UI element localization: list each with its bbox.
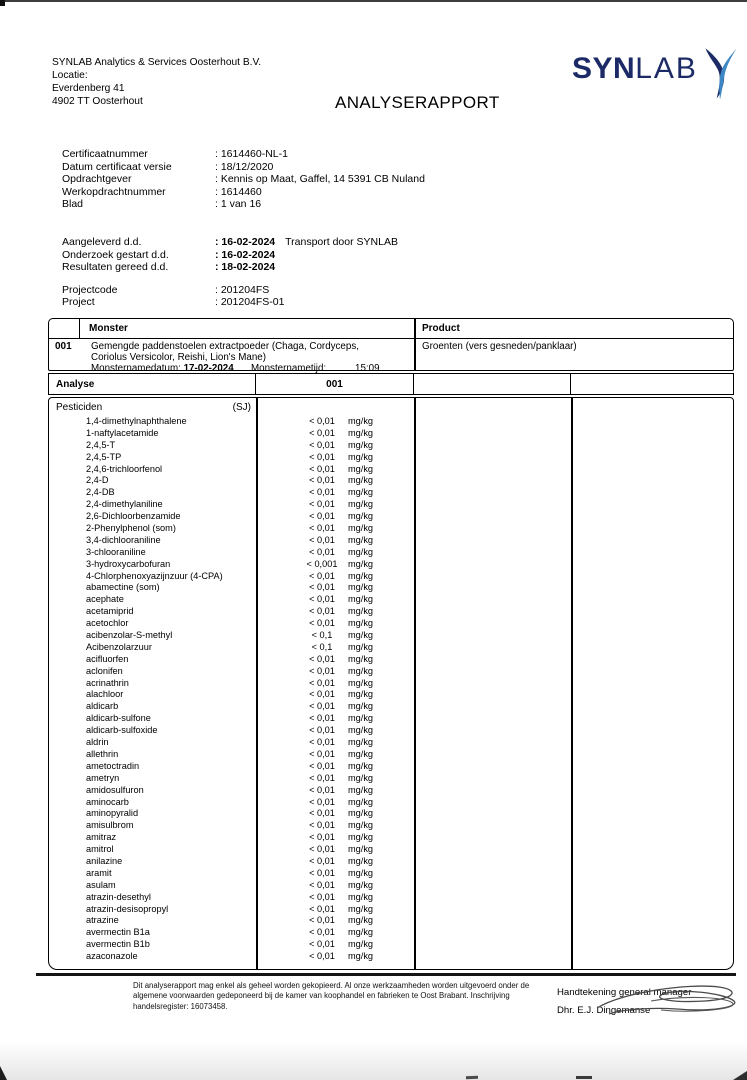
analysis-row [49,416,733,428]
analysis-row [49,892,733,904]
analyte-value: < 0,01 [309,606,335,617]
analyte-name: ametoctradin [86,760,140,771]
analyte-unit: mg/kg [348,558,374,569]
analyte-value: < 0,01 [309,951,335,962]
disclaimer-line2: algemene voorwaarden gedeponeerd bij de kamer van koophandel en fabrieken te Oost Brabant. Inschrijving [133,991,510,1001]
analyte-value: < 0,01 [309,903,335,914]
analysis-row [49,725,733,737]
synlab-logo [572,50,739,100]
analyte-value: < 0,01 [309,689,335,700]
analysis-group-code: (SJ) [232,402,251,413]
analyte-value: < 0,01 [309,594,335,605]
info-row [62,186,425,199]
info-value: : 1614460-NL-1 [215,148,288,160]
scan-edge-top [0,0,747,2]
handwritten-signature [593,976,745,1022]
analysis-row [49,666,733,678]
analysis-row [49,820,733,832]
logo-lab-text: LAB [635,52,698,85]
analysis-row [49,475,733,487]
analysis-row [49,927,733,939]
analysis-results-table [48,397,734,970]
info-label: Projectcode [62,283,118,296]
analyte-unit: mg/kg [348,677,374,688]
synlab-logo-text [572,50,698,88]
analysis-row [49,571,733,583]
analyte-value: < 0,01 [309,796,335,807]
info-row [62,261,425,274]
analysis-row [49,939,733,951]
analyte-unit: mg/kg [348,451,374,462]
scan-speck [0,0,5,6]
analyte-name: 2,4,5-T [86,439,116,450]
analyte-unit: mg/kg [348,582,374,593]
signatory-name: Dhr. E.J. Dingemanse [557,1005,651,1016]
analyte-value: < 0,01 [309,487,335,498]
analyte-value: < 0,01 [309,760,335,771]
info-value: : 16-02-2024 [215,235,276,248]
info-row [62,161,425,174]
analyte-unit: mg/kg [348,951,374,962]
sample-id: 001 [55,341,72,352]
analysis-header-row [48,373,734,395]
analyte-name: 2,4,5-TP [86,451,122,462]
analyte-name: 3-hydroxycarbofuran [86,558,171,569]
analysis-row [49,630,733,642]
analysis-row [49,761,733,773]
info-label: Certificaatnummer [62,148,148,160]
analyte-unit: mg/kg [348,606,374,617]
analyte-value: < 0,01 [309,618,335,629]
info-label: Datum certificaat versie [62,160,172,173]
analyte-value: < 0,01 [309,475,335,486]
analyte-unit: mg/kg [348,570,374,581]
analyte-name: acetochlor [86,618,129,629]
analyte-value: < 0,1 [311,630,333,641]
analysis-row [49,773,733,785]
analysis-row [49,713,733,725]
analyte-value: < 0,01 [309,463,335,474]
info-label: Onderzoek gestart d.d. [62,248,169,261]
analyte-name: aldicarb [86,701,119,712]
analyte-name: 3,4-dichlooraniline [86,534,161,545]
analysis-row [49,535,733,547]
analyte-unit: mg/kg [348,891,374,902]
analyte-value: < 0,01 [309,439,335,450]
info-label: Aangeleverd d.d. [62,235,142,248]
analyte-name: ametryn [86,772,120,783]
analysis-row [49,737,733,749]
info-note: Transport door SYNLAB [285,235,398,248]
analysis-row [49,856,733,868]
analyte-unit: mg/kg [348,784,374,795]
analyte-value: < 0,01 [309,915,335,926]
info-label: Project [62,296,95,309]
analyte-value: < 0,01 [309,879,335,890]
analyte-name: 2,4-D [86,475,109,486]
disclaimer-line3: handelsregister: 16073458. [133,1001,228,1011]
analyte-name: aldicarb-sulfone [86,713,151,724]
analyte-unit: mg/kg [348,487,374,498]
sample-description-line1: Gemengde paddenstoelen extractpoeder (Chaga, Cordyceps, [91,341,359,352]
analyte-name: 2,4,6-trichloorfenol [86,463,163,474]
analysis-row [49,689,733,701]
analyte-name: amisulbrom [86,820,134,831]
analysis-row [49,880,733,892]
page-title: ANALYSERAPPORT [335,93,500,112]
analyte-unit: mg/kg [348,903,374,914]
analyte-value: < 0,01 [309,546,335,557]
sample-row [49,339,733,374]
analysis-row [49,511,733,523]
info-value: : 201204FS [215,283,270,296]
info-label: Werkopdrachtnummer [62,185,166,198]
logo-syn-text: SYN [572,52,636,85]
lab-address-line2: 4902 TT Oosterhout [52,96,143,107]
analyte-name: 4-Chlorphenoxyazijnzuur (4-CPA) [86,570,223,581]
sampling-date-label: Monsternamedatum: [91,363,181,374]
analyte-name: allethrin [86,748,119,759]
analyte-unit: mg/kg [348,618,374,629]
analyte-name: atrazin-desisopropyl [86,903,169,914]
analyte-name: aminocarb [86,796,129,807]
analysis-row [49,785,733,797]
analysis-row [49,594,733,606]
analyte-value: < 0,01 [309,499,335,510]
sampling-time: 15:09 [355,363,380,374]
analyte-name: 2,4-dimethylaniline [86,499,163,510]
analysis-row [49,951,733,963]
analysis-row [49,701,733,713]
sampling-date: 17-02-2024 [183,363,234,374]
analyte-unit: mg/kg [348,546,374,557]
info-value: : 1 van 16 [215,198,262,211]
project-block [62,284,425,309]
analyte-name: abamectine (som) [86,582,160,593]
analysis-row [49,499,733,511]
analyte-unit: mg/kg [348,630,374,641]
analysis-column-id: 001 [256,374,414,394]
table-divider [79,319,80,339]
analyte-name: acetamiprid [86,606,134,617]
analyte-value: < 0,01 [309,939,335,950]
analyte-name: amitrol [86,844,114,855]
analyte-value: < 0,01 [309,570,335,581]
analyte-value: < 0,01 [309,523,335,534]
analyte-name: Acibenzolarzuur [86,641,152,652]
info-label: Blad [62,198,84,211]
analysis-row [49,678,733,690]
analyte-name: anilazine [86,855,123,866]
analysis-row [49,904,733,916]
analyte-name: avermectin B1b [86,939,150,950]
analyte-value: < 0,01 [309,677,335,688]
analyte-name: aramit [86,867,112,878]
info-value: : 18-02-2024 [215,261,276,274]
info-label: Resultaten gereed d.d. [62,261,169,274]
analyte-name: asulam [86,879,116,890]
info-value: : 1614460 [215,185,262,198]
analyte-unit: mg/kg [348,523,374,534]
analysis-row [49,749,733,761]
analyte-unit: mg/kg [348,701,374,712]
analyte-name: alachloor [86,689,124,700]
analysis-row [49,606,733,618]
analyte-value: < 0,01 [309,867,335,878]
analyte-name: amidosulfuron [86,784,144,795]
analyte-unit: mg/kg [348,737,374,748]
lab-address [52,56,261,108]
dates-block [62,236,425,274]
analyte-unit: mg/kg [348,879,374,890]
analyte-unit: mg/kg [348,832,374,843]
analyte-unit: mg/kg [348,748,374,759]
analyte-value: < 0,01 [309,772,335,783]
info-value: : Kennis op Maat, Gaffel, 14 5391 CB Nuland [215,173,425,186]
analyte-value: < 0,01 [309,737,335,748]
sample-description-line2: Coriolus Versicolor, Reishi, Lion's Mane) [91,352,267,363]
analyte-value: < 0,01 [309,665,335,676]
disclaimer-line1: Dit analyserapport mag enkel als geheel worden gekopieerd. Al onze werkzaamheden worden uitgevoerd onder de [133,981,530,990]
analyte-name: acibenzolar-S-methyl [86,630,173,641]
analyte-value: < 0,01 [309,927,335,938]
analyte-name: atrazin-desethyl [86,891,151,902]
analyte-value: < 0,01 [309,416,335,426]
analysis-row [49,547,733,559]
analyte-value: < 0,01 [309,832,335,843]
lab-location-label: Locatie: [52,70,88,81]
analyte-unit: mg/kg [348,641,374,652]
analysis-empty-column [571,374,733,394]
lab-name: SYNLAB Analytics & Services Oosterhout B.V. [52,57,262,68]
analyte-value: < 0,01 [309,891,335,902]
analysis-rows [49,416,733,963]
analyte-unit: mg/kg [348,665,374,676]
analyte-unit: mg/kg [348,820,374,831]
analyte-name: aldicarb-sulfoxide [86,725,158,736]
analyte-name: 2,4-DB [86,487,115,498]
analysis-group-row [49,402,733,416]
analyte-value: < 0,01 [309,653,335,664]
sample-table [48,318,734,374]
analysis-group-name: Pesticiden [56,402,103,413]
analyte-value: < 0,01 [309,451,335,462]
analyte-value: < 0,01 [309,534,335,545]
analyte-unit: mg/kg [348,499,374,510]
analyte-unit: mg/kg [348,653,374,664]
analysis-row [49,618,733,630]
info-row [62,249,425,262]
analysis-row [49,915,733,927]
analysis-row [49,844,733,856]
analyte-unit: mg/kg [348,725,374,736]
analyte-value: < 0,001 [306,558,338,569]
info-label: Opdrachtgever [62,173,132,186]
analyte-unit: mg/kg [348,534,374,545]
info-row [62,148,425,161]
info-value: : 16-02-2024 [215,248,276,261]
analysis-row [49,797,733,809]
analyte-unit: mg/kg [348,511,374,522]
analyte-unit: mg/kg [348,427,374,438]
analyte-unit: mg/kg [348,713,374,724]
analyte-value: < 0,01 [309,820,335,831]
info-value: : 18/12/2020 [215,160,274,173]
analyte-name: 1-naftylacetamide [86,427,159,438]
analyte-unit: mg/kg [348,855,374,866]
analyte-name: amitraz [86,832,117,843]
analysis-empty-column [414,374,571,394]
info-row [62,296,425,309]
analysis-row [49,428,733,440]
analyte-value: < 0,01 [309,725,335,736]
info-row [62,198,425,211]
info-row [62,284,425,297]
analyte-unit: mg/kg [348,416,374,426]
analyte-name: 2-Phenylphenol (som) [86,523,176,534]
analysis-row [49,868,733,880]
analyte-name: azaconazole [86,951,138,962]
analyte-unit: mg/kg [348,463,374,474]
analyte-unit: mg/kg [348,689,374,700]
analyte-unit: mg/kg [348,939,374,950]
analysis-row [49,440,733,452]
analysis-row [49,464,733,476]
analyte-value: < 0,01 [309,701,335,712]
synlab-y-icon [701,48,739,100]
analysis-row [49,582,733,594]
analysis-header-label: Analyse [49,374,256,394]
monster-header: Monster [89,323,128,334]
signature-label: Handtekening general manager [557,987,692,998]
analyte-value: < 0,01 [309,427,335,438]
scan-speck [466,1076,478,1079]
analyte-name: avermectin B1a [86,927,150,938]
analysis-row [49,832,733,844]
analyte-name: 2,6-Dichloorbenzamide [86,511,181,522]
analyte-name: aldrin [86,737,109,748]
analyte-name: 1,4-dimethylnaphthalene [86,416,187,426]
analysis-row [49,654,733,666]
analyte-name: aminopyralid [86,808,139,819]
footer-disclaimer [133,981,529,1012]
analyte-name: 3-chlooraniline [86,546,146,557]
analyte-value: < 0,01 [309,713,335,724]
analyte-unit: mg/kg [348,927,374,938]
sample-description [91,341,359,363]
analyte-value: < 0,1 [311,641,333,652]
analyte-value: < 0,01 [309,511,335,522]
analyte-unit: mg/kg [348,594,374,605]
sampling-time-label: Monsternametijd: [251,363,327,374]
analyte-value: < 0,01 [309,855,335,866]
analyte-value: < 0,01 [309,784,335,795]
analyte-unit: mg/kg [348,475,374,486]
analysis-row [49,452,733,464]
analyte-name: acephate [86,594,124,605]
info-row [62,236,425,249]
analyte-unit: mg/kg [348,772,374,783]
analyte-unit: mg/kg [348,796,374,807]
analyte-unit: mg/kg [348,439,374,450]
analysis-row [49,523,733,535]
table-divider [414,319,416,370]
analysis-row [49,808,733,820]
scan-edge-bottom [0,1042,747,1080]
lab-address-line1: Everdenberg 41 [52,83,125,94]
analyte-unit: mg/kg [348,844,374,855]
analyte-unit: mg/kg [348,760,374,771]
info-row [62,173,425,186]
analyte-value: < 0,01 [309,582,335,593]
analyte-value: < 0,01 [309,748,335,759]
product-value: Groenten (vers gesneden/panklaar) [422,341,577,352]
analyte-name: aclonifen [86,665,123,676]
analyte-unit: mg/kg [348,915,374,926]
analyte-value: < 0,01 [309,844,335,855]
analysis-row [49,642,733,654]
certificate-info [62,148,425,309]
analysis-row [49,487,733,499]
info-value: : 201204FS-01 [215,296,285,309]
analysis-row [49,559,733,571]
analyte-unit: mg/kg [348,808,374,819]
analyte-name: acrinathrin [86,677,129,688]
analyte-value: < 0,01 [309,808,335,819]
sample-table-header [49,319,733,339]
certificate-block [62,148,425,211]
analyte-name: atrazine [86,915,119,926]
analyte-unit: mg/kg [348,867,374,878]
analyte-name: acifluorfen [86,653,129,664]
product-header: Product [422,323,460,334]
scan-speck [576,1076,592,1079]
